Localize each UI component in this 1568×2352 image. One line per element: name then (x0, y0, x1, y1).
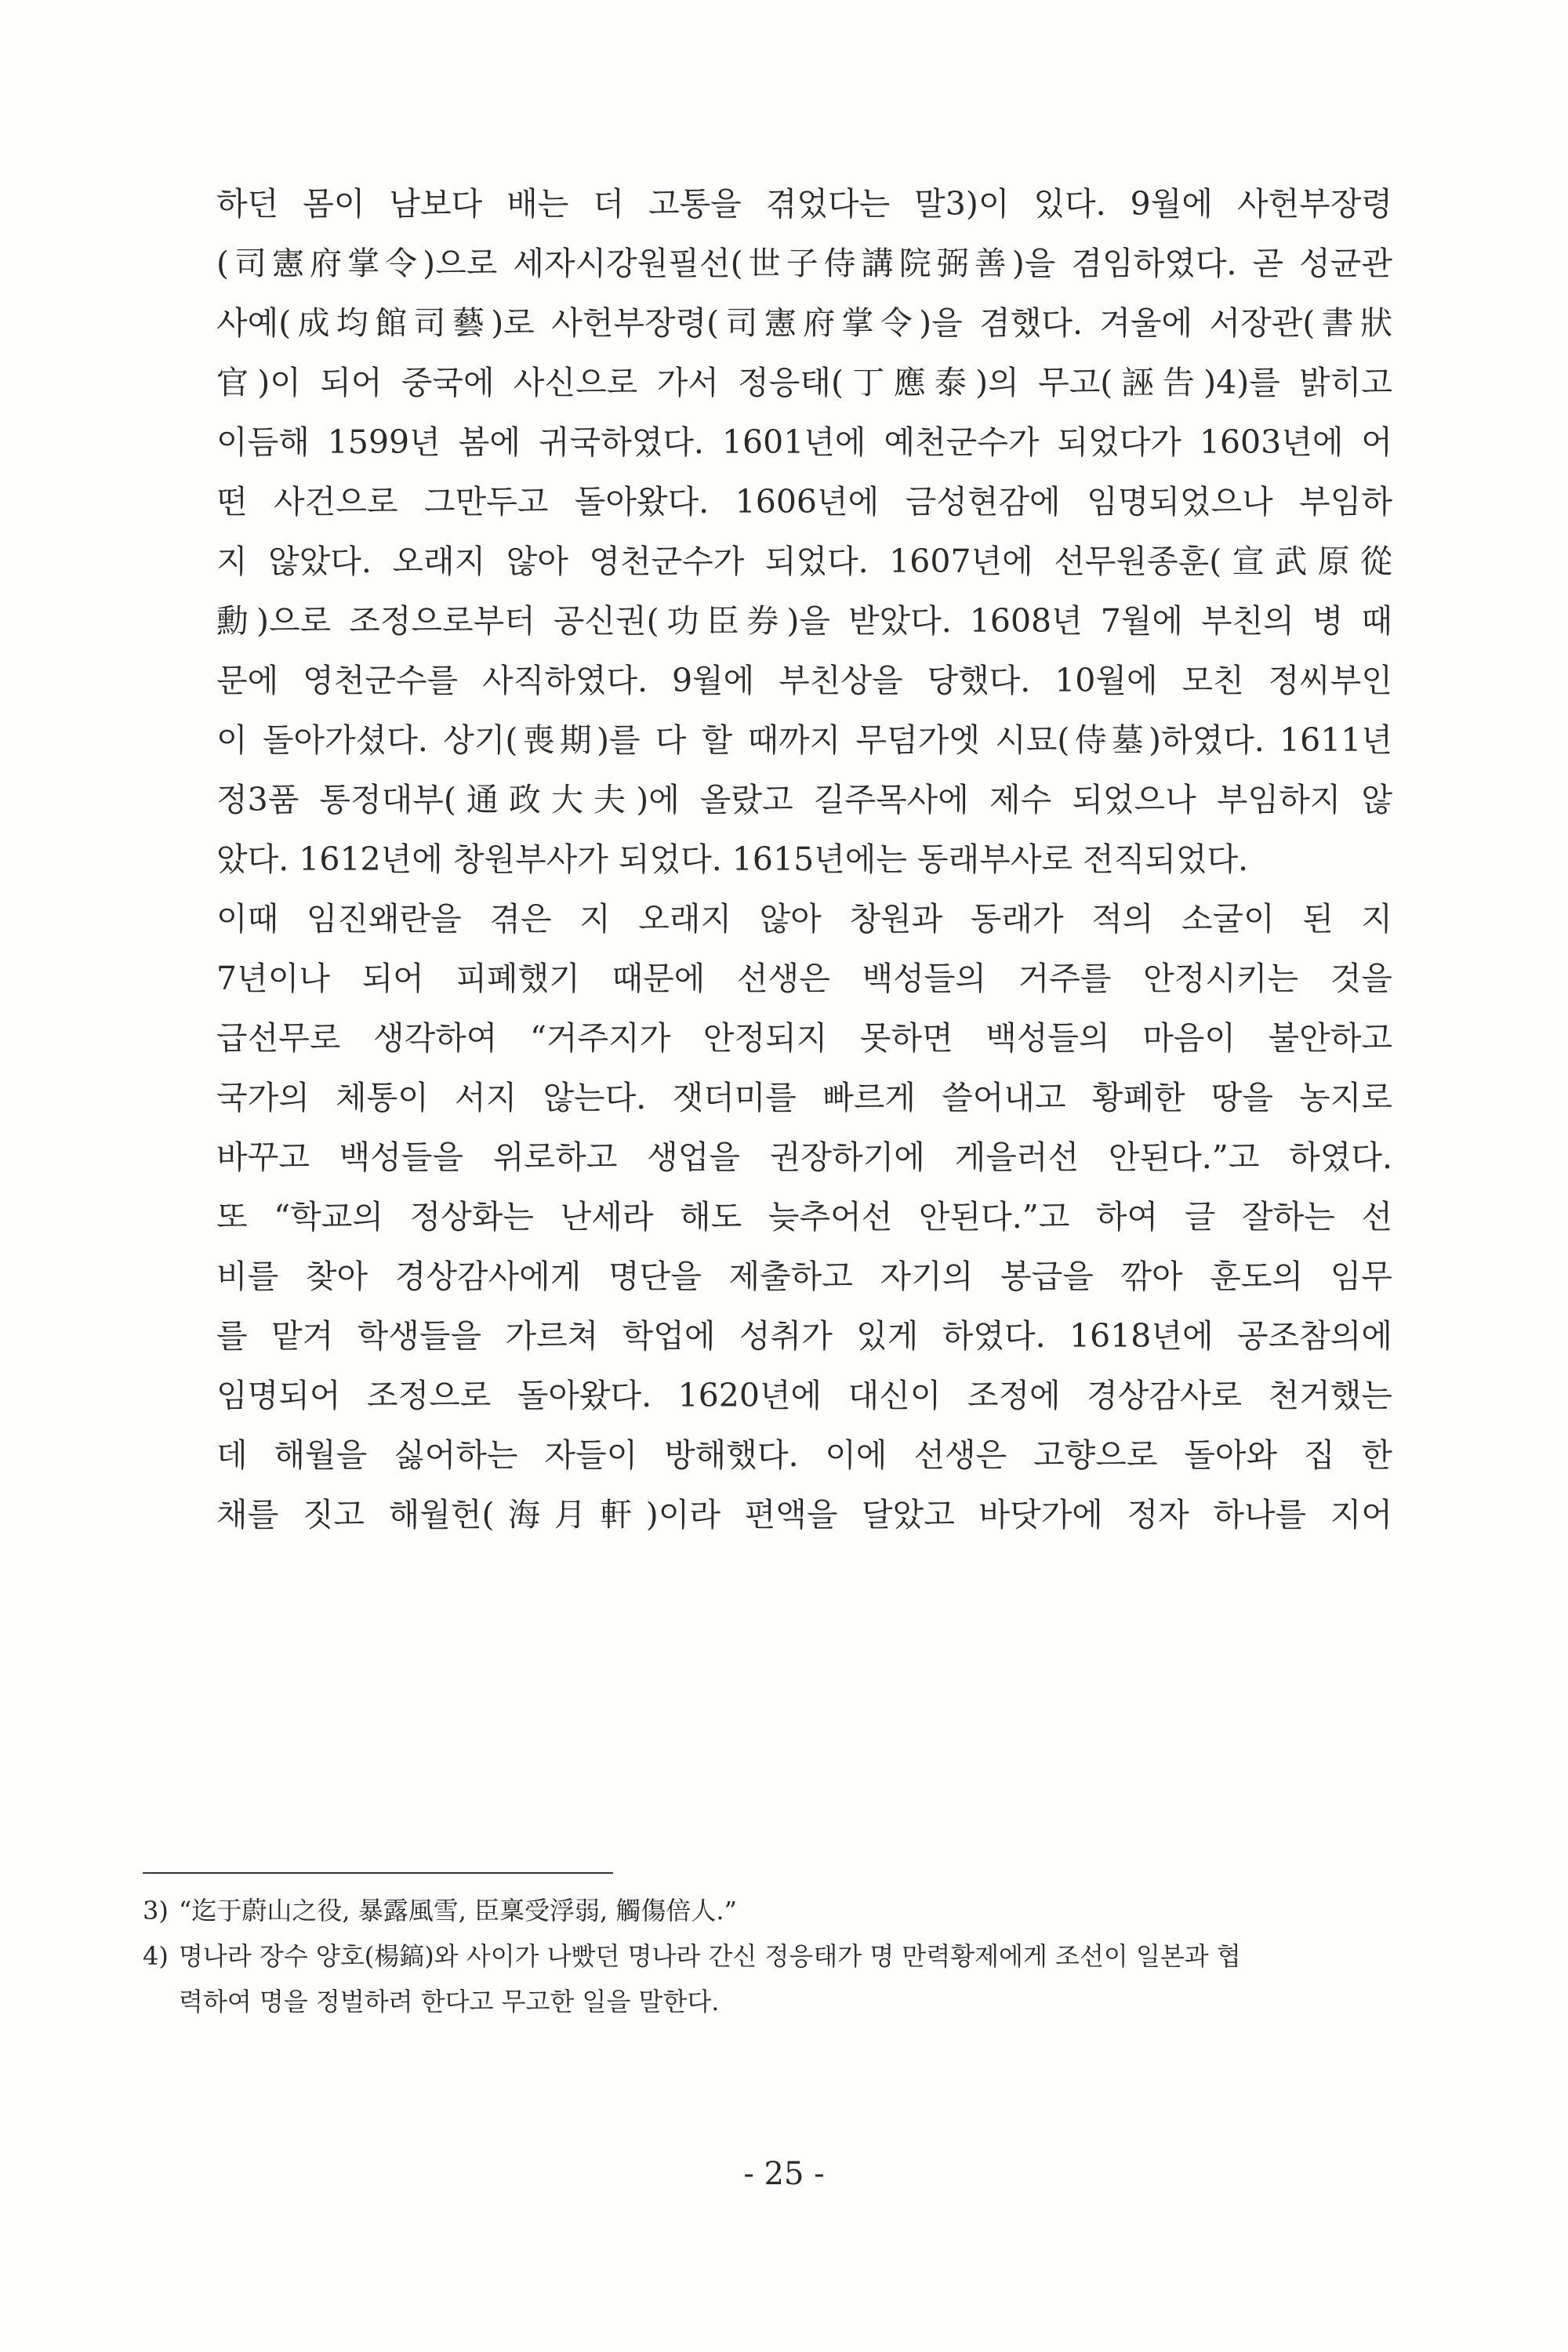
text-line: (司憲府掌令)으로 세자시강원필선(世子侍講院弼善)을 겸임하였다. 곧 성균관 (216, 245, 1392, 282)
paragraph-1 (216, 174, 1392, 889)
text-line: 국가의 체통이 서지 않는다. 잿더미를 빠르게 쓸어내고 황폐한 땅을 농지로 (216, 1079, 1392, 1116)
footnote-4 (143, 1933, 1491, 2024)
page-number: - 25 - (743, 2156, 825, 2192)
footnote-3 (143, 1888, 1491, 1933)
text-line: 지 않았다. 오래지 않아 영천군수가 되었다. 1607년에 선무원종훈(宣武原從 (216, 543, 1392, 580)
text-line: 를 맡겨 학생들을 가르쳐 학업에 성취가 있게 하였다. 1618년에 공조참의에 (216, 1317, 1392, 1355)
text-line: 또 “학교의 정상화는 난세라 해도 늦추어선 안된다.”고 하여 글 잘하는 선 (216, 1198, 1392, 1236)
footnote-text: 력하여 명을 정벌하려 한다고 무고한 일을 말한다. (179, 1987, 720, 2016)
text-line: 7년이나 되어 피폐했기 때문에 선생은 백성들의 거주를 안정시키는 것을 (216, 960, 1392, 997)
text-line: 사예(成均館司藝)로 사헌부장령(司憲府掌令)을 겸했다. 겨울에 서장관(書狀 (216, 304, 1392, 342)
paragraph-2 (216, 889, 1392, 1544)
footnotes (143, 1888, 1491, 2024)
footnote-divider (143, 1872, 613, 1874)
text-line: 勳)으로 조정으로부터 공신권(功臣券)을 받았다. 1608년 7월에 부친의 병 때 (216, 602, 1392, 640)
text-line: 문에 영천군수를 사직하였다. 9월에 부친상을 당했다. 10월에 모친 정씨부인 (216, 662, 1392, 699)
text-line: 채를 짓고 해월헌(海月軒)이라 편액을 달았고 바닷가에 정자 하나를 지어 (216, 1496, 1392, 1534)
text-line: 하던 몸이 남보다 배는 더 고통을 겪었다는 말3)이 있다. 9월에 사헌부장령 (216, 185, 1392, 223)
text-line: 이때 임진왜란을 겪은 지 오래지 않아 창원과 동래가 적의 소굴이 된 지 (216, 900, 1392, 938)
footnote-number: 3) (143, 1896, 169, 1926)
text-line: 떤 사건으로 그만두고 돌아왔다. 1606년에 금성현감에 임명되었으나 부임하 (216, 483, 1392, 521)
footnote-text: 명나라 장수 양호(楊鎬)와 사이가 나빴던 명나라 간신 정응태가 명 만력황제에게 조선이 일본과 협 (179, 1941, 1241, 1971)
text-line: 정3품 통정대부(通政大夫)에 올랐고 길주목사에 제수 되었으나 부임하지 않 (216, 781, 1392, 818)
text-line: 데 해월을 싫어하는 자들이 방해했다. 이에 선생은 고향으로 돌아와 집 한 (216, 1436, 1392, 1474)
footnote-text: “迄于蔚山之役, 暴露風雪, 臣稟受浮弱, 觸傷倍人.” (179, 1896, 737, 1926)
text-line: 官)이 되어 중국에 사신으로 가서 정응태(丁應泰)의 무고(誣告)4)를 밝히고 (216, 364, 1392, 401)
text-line: 바꾸고 백성들을 위로하고 생업을 권장하기에 게을러선 안된다.”고 하였다. (216, 1138, 1392, 1176)
text-line: 급선무로 생각하여 “거주지가 안정되지 못하면 백성들의 마음이 불안하고 (216, 1019, 1392, 1057)
footnote-number: 4) (143, 1941, 169, 1971)
body-text (216, 174, 1392, 1544)
text-line: 이듬해 1599년 봄에 귀국하였다. 1601년에 예천군수가 되었다가 1603년에 어 (216, 423, 1392, 461)
text-line: 비를 찾아 경상감사에게 명단을 제출하고 자기의 봉급을 깎아 훈도의 임무 (216, 1258, 1392, 1295)
text-line: 이 돌아가셨다. 상기(喪期)를 다 할 때까지 무덤가엣 시묘(侍墓)하였다. 1611년 (216, 721, 1392, 759)
text-line: 았다. 1612년에 창원부사가 되었다. 1615년에는 동래부사로 전직되었다. (216, 840, 1249, 878)
text-line: 임명되어 조정으로 돌아왔다. 1620년에 대신이 조정에 경상감사로 천거했는 (216, 1377, 1392, 1414)
